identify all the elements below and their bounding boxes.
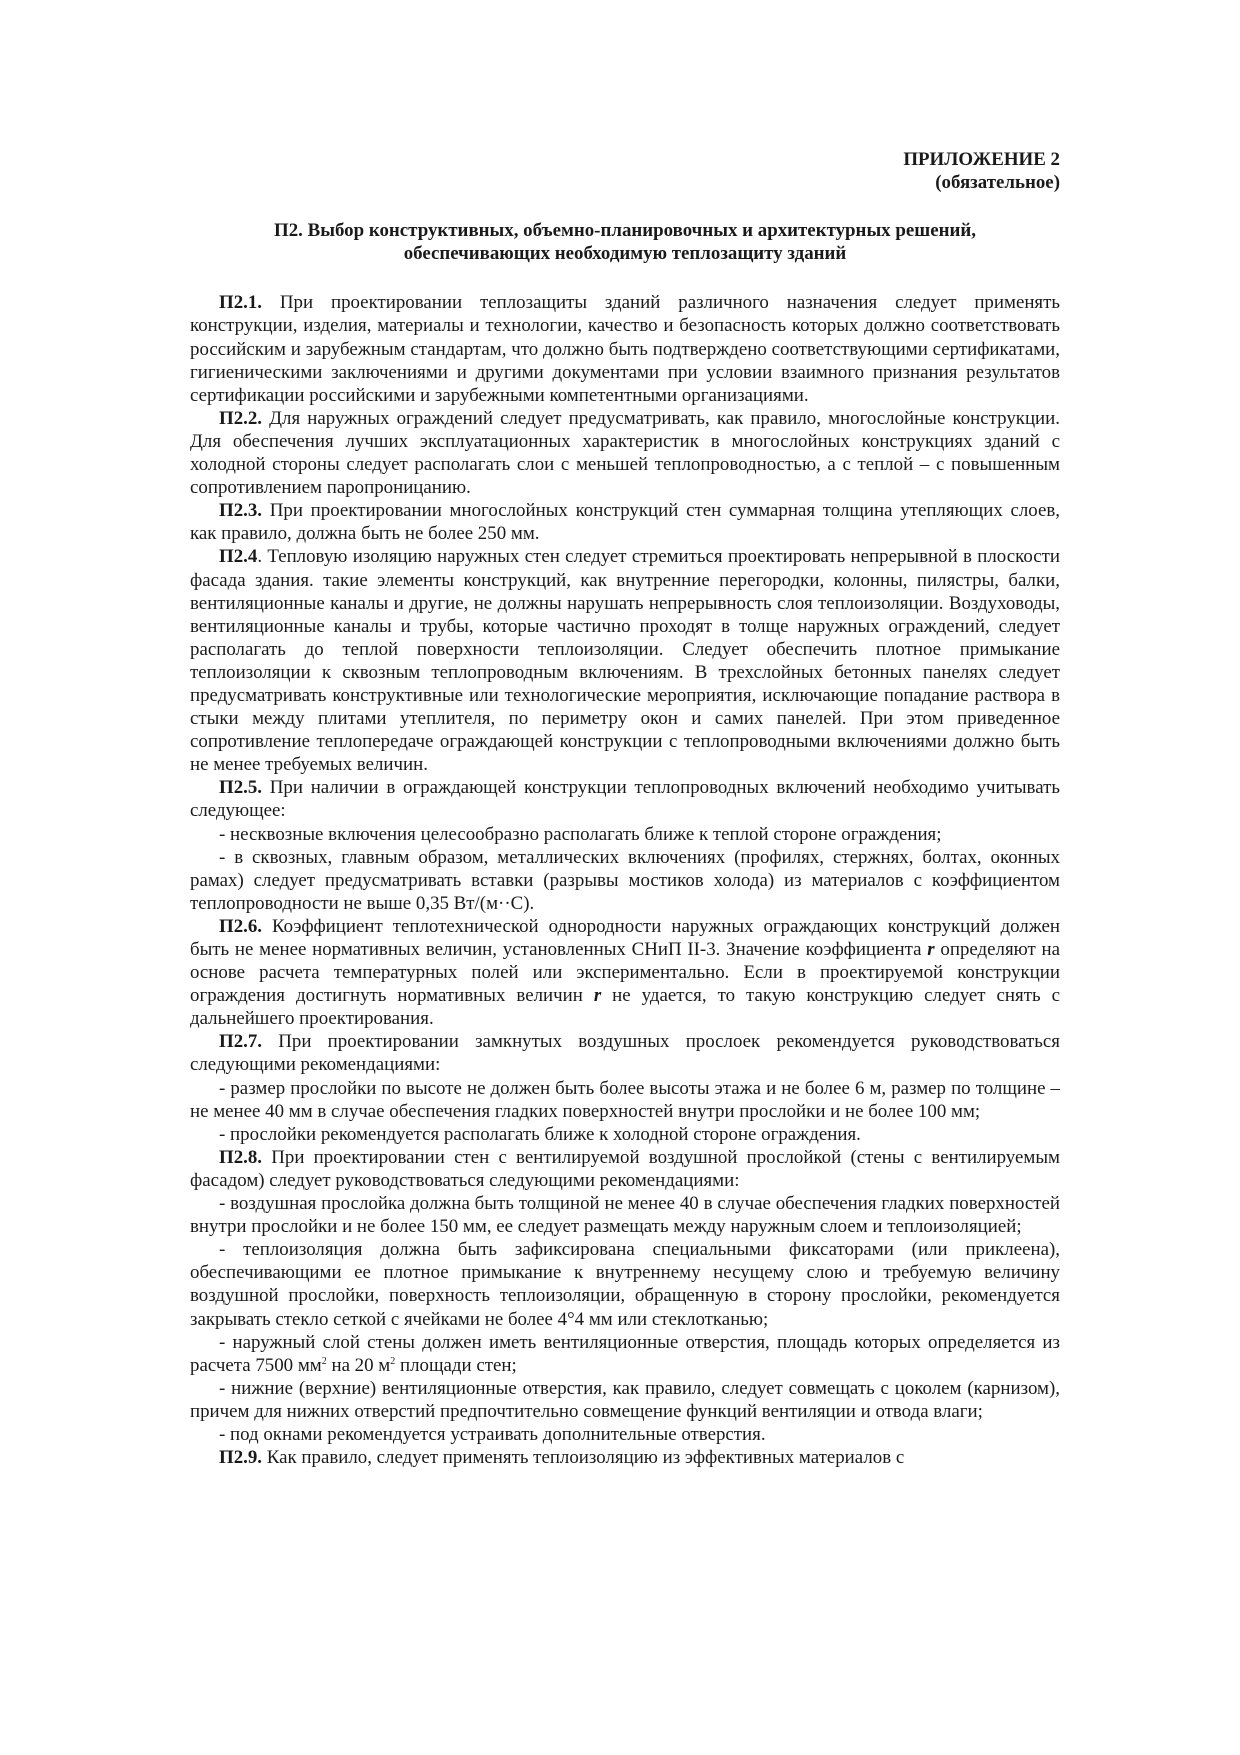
- clause-number: П2.8.: [219, 1146, 263, 1168]
- clause-number: П2.6.: [219, 915, 263, 937]
- paragraph-p2-2: [190, 407, 1060, 499]
- clause-number: П2.3.: [219, 500, 263, 522]
- clause-text: Коэффициент теплотехнической однородности наружных ограждающих конструкций должен быть не менее нормативных величин, установленных СНиП II-3. Значение коэффициента: [190, 915, 1060, 960]
- list-item: - воздушная прослойка должна быть толщиной не менее 40 в случае обеспечения гладких поверхностей внутри прослойки и не более 150 мм, ее следует размещать между наружным слоем и теплоизоляцией;: [190, 1193, 1060, 1238]
- paragraph-p2-4: [190, 545, 1060, 776]
- list-item: - размер прослойки по высоте не должен быть более высоты этажа и не более 6 м, размер по толщине – не менее 40 мм в случае обеспечения гладких поверхностей внутри прослойки и не более 100 мм;: [190, 1077, 1060, 1122]
- paragraph-p2-8: [190, 1146, 1060, 1192]
- appendix-label: ПРИЛОЖЕНИЕ 2: [903, 149, 1060, 170]
- superscript: 2: [321, 1355, 327, 1367]
- paragraph-p2-7: [190, 1030, 1060, 1076]
- list-item: [190, 1331, 1060, 1377]
- clause-number: П2.5.: [219, 777, 263, 799]
- list-item-text: - наружный слой стены должен иметь вентиляционные отверстия, площадь которых определяется из расчета 7500 мм: [190, 1331, 1060, 1376]
- list-item: - в сквозных, главным образом, металлических включениях (профилях, стержнях, болтах, оконных рамах) следует предусматривать вставки (разрывы мостиков холода) из материалов с коэффициентом теплопроводности не выше 0,35 Вт/(м··С).: [190, 846, 1060, 914]
- document-page: [190, 148, 1060, 1469]
- clause-text: При проектировании теплозащиты зданий различного назначения следует применять конструкции, изделия, материалы и технологии, качество и безопасность которых должно соответствовать российским и зарубежным стандартам, что должно быть подтверждено соответствующими сертификатами, гигиеническими заключениями и другими документами при условии взаимного признания результатов сертификации российскими и зарубежными компетентными организациями.: [190, 292, 1060, 406]
- list-item: - нижние (верхние) вентиляционные отверстия, как правило, следует совмещать с цоколем (карнизом), причем для нижних отверстий предпочтительно совмещение функций вентиляции и отвода влаги;: [190, 1377, 1060, 1422]
- list-item: - под окнами рекомендуется устраивать дополнительные отверстия.: [219, 1423, 766, 1445]
- clause-number: П2.1.: [219, 292, 263, 314]
- section-title-line2: обеспечивающих необходимую теплозащиту зданий: [403, 243, 847, 265]
- list-item: - несквозные включения целесообразно располагать ближе к теплой стороне ограждения;: [219, 823, 942, 845]
- paragraph-p2-6: [190, 915, 1060, 1030]
- clause-number: П2.7.: [219, 1031, 263, 1053]
- superscript: 2: [390, 1355, 396, 1367]
- clause-number: П2.9.: [219, 1447, 263, 1469]
- list-item-text: на 20 м: [326, 1354, 391, 1376]
- clause-text: При проектировании замкнутых воздушных прослоек рекомендуется руководствоваться следующими рекомендациями:: [190, 1031, 1060, 1076]
- list-item: - теплоизоляция должна быть зафиксирована специальными фиксаторами (или приклеена), обеспечивающими ее плотное примыкание к внутреннему несущему слою и требуемую величину воздушной прослойки, поверхность теплоизоляции, обращенную в сторону прослойки, рекомендуется закрывать стекло сеткой с ячейками не более 4°4 мм или стеклотканью;: [190, 1239, 1060, 1330]
- paragraph-p2-1: [190, 291, 1060, 406]
- clause-text: При наличии в ограждающей конструкции теплопроводных включений необходимо учитывать следующее:: [190, 777, 1060, 822]
- coefficient-symbol: r: [927, 939, 935, 960]
- list-item-text: площади стен;: [395, 1354, 517, 1376]
- clause-text: . Тепловую изоляцию наружных стен следует стремиться проектировать непрерывной в плоскости фасада здания. такие элементы конструкций, как внутренние перегородки, колонны, пилястры, балки, вентиляционные каналы и другие, не должны нарушать непрерывность слоя теплоизоляции. Воздуховоды, вентиляционные каналы и трубы, которые частично проходят в толще наружных ограждений, следует располагать до теплой поверхности теплоизоляции. Следует обеспечить плотное примыкание теплоизоляции к сквозным теплопроводным включениям. В трехслойных бетонных панелях следует предусматривать конструктивные или технологические мероприятия, исключающие попадание раствора в стыки между плитами утеплителя, по периметру окон и самих панелей. При этом приведенное сопротивление теплопередаче ограждающей конструкции с теплопроводными включениями должно быть не менее требуемых величин.: [190, 546, 1060, 776]
- clause-number: П2.2.: [219, 407, 263, 429]
- list-item: - прослойки рекомендуется располагать ближе к холодной стороне ограждения.: [219, 1123, 861, 1145]
- paragraph-p2-5: [190, 776, 1060, 822]
- clause-number: П2.4: [219, 546, 258, 568]
- paragraph-p2-3: [190, 499, 1060, 545]
- section-title: [220, 219, 1030, 265]
- clause-text: не удается, то такую конструкцию следует снять с дальнейшего проектирования.: [190, 985, 1060, 1030]
- clause-text: При проектировании многослойных конструкций стен суммарная толщина утепляющих слоев, как правило, должна быть не более 250 мм.: [190, 500, 1060, 545]
- clause-text: Как правило, следует применять теплоизоляцию из эффективных материалов с: [262, 1447, 905, 1469]
- clause-text: При проектировании стен с вентилируемой воздушной прослойкой (стены с вентилируемым фасадом) следует руководствоваться следующими рекомендациями:: [190, 1146, 1060, 1191]
- appendix-status: (обязательное): [935, 172, 1060, 194]
- coefficient-symbol: r: [593, 985, 602, 1007]
- paragraph-p2-9: [190, 1446, 1060, 1469]
- clause-text: Для наружных ограждений следует предусматривать, как правило, многослойные конструкции. Для обеспечения лучших эксплуатационных характеристик в многослойных конструкциях зданий с холодной стороны следует располагать слои с меньшей теплопроводностью, а с теплой – с повышенным сопротивлением паропроницанию.: [190, 407, 1060, 499]
- section-title-line1: П2. Выбор конструктивных, объемно-планировочных и архитектурных решений,: [274, 220, 976, 242]
- clause-text: определяют на основе расчета температурных полей или экспериментально. Если в проектируемой конструкции ограждения достигнуть нормативных величин: [190, 939, 1060, 1007]
